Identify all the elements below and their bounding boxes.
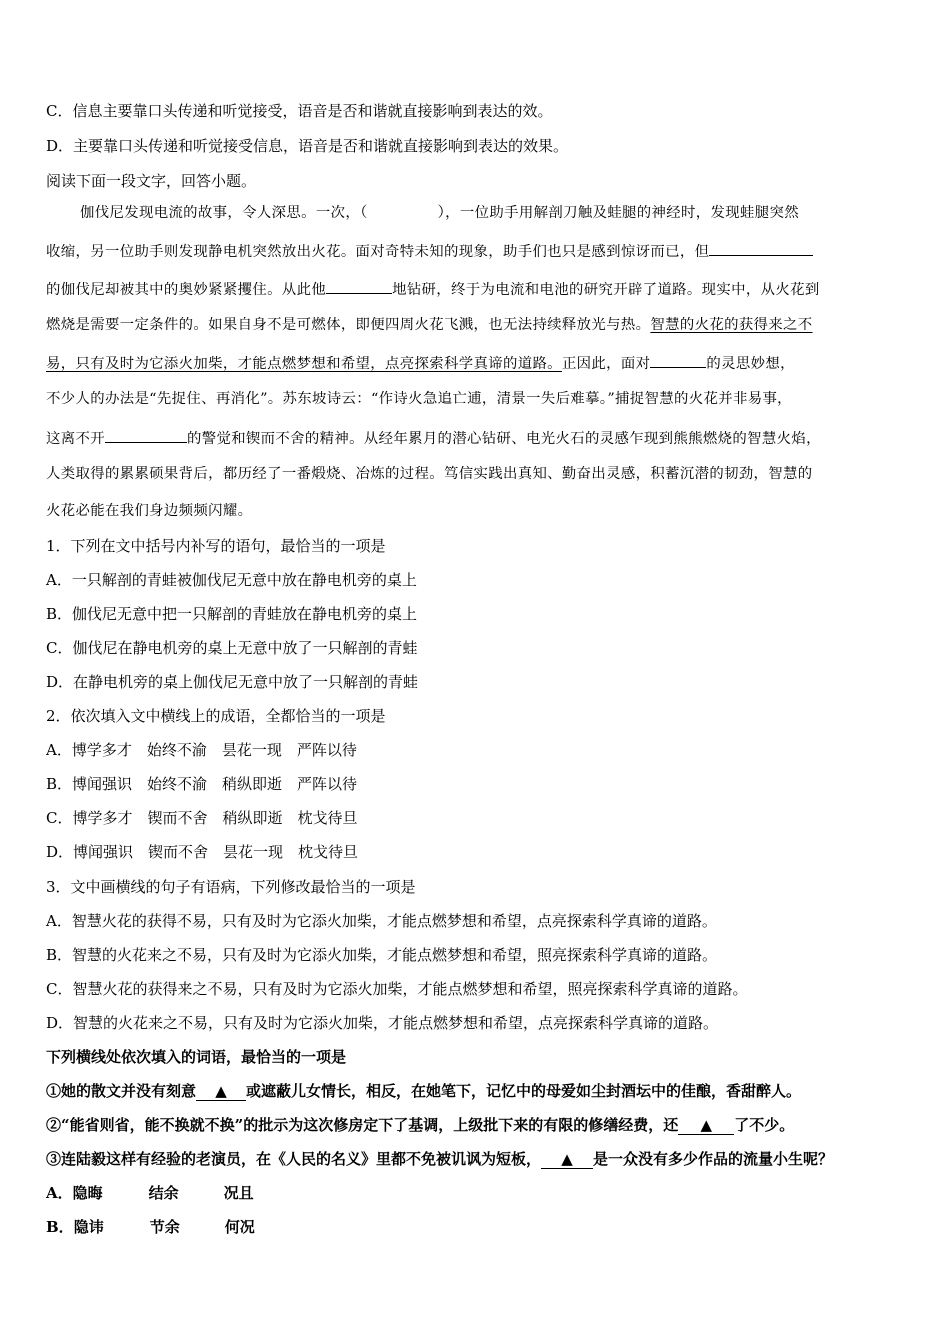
option-word: 节余: [149, 1218, 180, 1236]
q2-stem: 2．依次填入文中横线上的成语，全都恰当的一项是: [46, 707, 386, 725]
q3-option-a: A．智慧火花的获得不易，只有及时为它添火加柴，才能点燃梦想和希望，点亮探索科学真谛的道路。: [46, 912, 717, 930]
option-word: 结余: [148, 1184, 179, 1202]
sentence-text: ①她的散文并没有刻意: [46, 1082, 197, 1100]
underlined-sentence: 智慧的火花的获得来之不: [650, 317, 813, 333]
sentence-text: ③连陆毅这样有经验的老演员，在《人民的名义》里都不免被讥讽为短板，: [46, 1150, 542, 1168]
q1-option-c: C．伽伐尼在静电机旁的桌上无意中放了一只解剖的青蛙: [46, 639, 418, 657]
q1-option-a: A．一只解剖的青蛙被伽伐尼无意中放在静电机旁的桌上: [46, 571, 417, 589]
triangle-blank: ▲: [678, 1116, 734, 1135]
passage-line-3: [46, 278, 820, 300]
triangle-blank: ▲: [196, 1082, 246, 1101]
passage-line-4: [46, 315, 813, 335]
passage-line-6: 不少人的办法是“先捉住、再消化”。苏东坡诗云：“作诗火急追亡逋，清景一失后难摹。”捕捉智慧的火花并非易事，: [46, 391, 792, 407]
option-letter: A．: [46, 1184, 73, 1202]
q4-sentence-2: [46, 1115, 794, 1135]
reading-instruction: 阅读下面一段文字，回答小题。: [46, 172, 257, 190]
passage-line-9: 火花必能在我们身边频频闪耀。: [46, 503, 253, 519]
passage-text: 的灵思妙想，: [706, 356, 795, 372]
q3-option-b: B．智慧的火花来之不易，只有及时为它添火加柴，才能点燃梦想和希望，照亮探索科学真谛的道路。: [46, 946, 718, 964]
passage-line-2: [46, 240, 813, 262]
option-word: 隐讳: [73, 1218, 104, 1236]
passage-line-1: [80, 203, 799, 223]
sentence-text: 了不少。: [734, 1116, 795, 1134]
passage-text: 这离不开: [46, 431, 105, 447]
q3-option-c: C．智慧火花的获得来之不易，只有及时为它添火加柴，才能点燃梦想和希望，照亮探索科学真谛的道路。: [46, 980, 748, 998]
passage-text: ），一位助手用解剖刀触及蛙腿的神经时，发现蛙腿突然: [437, 205, 799, 221]
underlined-sentence: 易，只有及时为它添火加柴，才能点燃梦想和希望，点亮探索科学真谛的道路。: [46, 356, 562, 372]
passage-text: 的警觉和锲而不舍的精神。从经年累月的潜心钻研、电光火石的灵感乍现到熊熊燃烧的智慧火焰，: [186, 431, 821, 447]
option-letter: B．: [46, 1218, 74, 1236]
prev-option-c: C．信息主要靠口头传递和听觉接受，语音是否和谐就直接影响到表达的效。: [46, 102, 553, 120]
idiom-blank-4: [105, 427, 187, 443]
sentence-text: 或遮蔽儿女情长，相反，在她笔下，记忆中的母爱如尘封酒坛中的佳酿，香甜醉人。: [246, 1082, 802, 1100]
sentence-text: 是一众没有多少作品的流量小生呢？: [593, 1150, 834, 1168]
q1-option-b: B．伽伐尼无意中把一只解剖的青蛙放在静电机旁的桌上: [46, 605, 418, 623]
q1-stem: 1．下列在文中括号内补写的语句，最恰当的一项是: [46, 537, 386, 555]
idiom-blank-3: [650, 352, 706, 368]
sentence-text: ②“能省则省，能不换就不换”的批示为这次修房定下了基调，上级批下来的有限的修缮经费，还: [46, 1116, 679, 1134]
q1-option-d: D．在静电机旁的桌上伽伐尼无意中放了一只解剖的青蛙: [46, 673, 419, 691]
q2-option-c: C．博学多才 锲而不舍 稍纵即逝 枕戈待旦: [46, 809, 358, 827]
idiom-blank-1: [709, 240, 813, 256]
triangle-blank: ▲: [541, 1150, 593, 1169]
passage-text: 伽伐尼发现电流的故事，令人深思。一次，（: [80, 205, 368, 221]
passage-text: 地钻研，终于为电流和电池的研究开辟了道路。现实中，从火花到: [392, 282, 820, 298]
idiom-blank-2: [326, 278, 392, 294]
q4-sentence-3: [46, 1149, 833, 1169]
q2-option-d: D．博闻强识 锲而不舍 昙花一现 枕戈待旦: [46, 843, 359, 861]
option-word: 隐晦: [72, 1184, 103, 1202]
q4-option-a: [46, 1183, 254, 1203]
passage-line-5: [46, 352, 795, 374]
passage-text: 收缩，另一位助手则发现静电机突然放出火花。面对奇特未知的现象，助手们也只是感到惊讶而已，但: [46, 244, 710, 260]
passage-line-8: 人类取得的累累硕果背后，都历经了一番煅烧、冶炼的过程。笃信实践出真知、勤奋出灵感，积蓄沉潜的韧劲，智慧的: [46, 466, 813, 482]
q3-option-d: D．智慧的火花来之不易，只有及时为它添火加柴，才能点燃梦想和希望，点亮探索科学真谛的道路。: [46, 1014, 719, 1032]
q2-option-a: A．博学多才 始终不渝 昙花一现 严阵以待: [46, 741, 357, 759]
q2-option-b: B．博闻强识 始终不渝 稍纵即逝 严阵以待: [46, 775, 358, 793]
prev-option-d: D．主要靠口头传递和听觉接受信息，语音是否和谐就直接影响到表达的效果。: [46, 137, 569, 155]
option-word: 况且: [223, 1184, 254, 1202]
q4-option-b: [46, 1217, 255, 1237]
passage-text: 正因此，面对: [561, 356, 651, 372]
q4-sentence-1: [46, 1081, 801, 1101]
q3-stem: 3．文中画横线的句子有语病，下列修改最恰当的一项是: [46, 878, 416, 896]
passage-text: 的伽伐尼却被其中的奥妙紧紧攫住。从此他: [46, 282, 327, 298]
option-word: 何况: [224, 1218, 255, 1236]
passage-text: 燃烧是需要一定条件的。如果自身不是可燃体，即便四周火花飞溅，也无法持续释放光与热。: [46, 317, 651, 333]
q4-stem: 下列横线处依次填入的词语，最恰当的一项是: [46, 1048, 347, 1066]
passage-line-7: [46, 427, 821, 449]
